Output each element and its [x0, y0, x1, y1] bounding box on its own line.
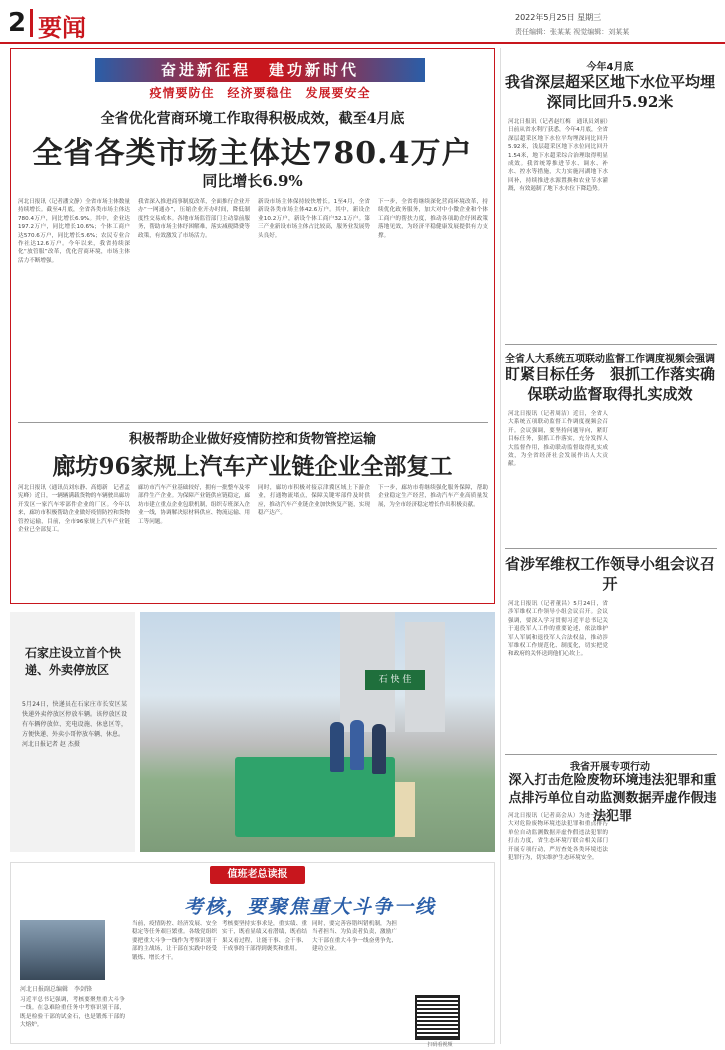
second-kicker: 积极帮助企业做好疫情防控和货物管控运输	[128, 432, 376, 447]
lead-column-3: 新设市场主体保持较快增长。1至4月，全省新设各类市场主体42.6万户。其中，新设企业10.2万户，新设个体工商户32.1万户。第三产业新设市场主体占比较高，服务业发展势头良好。	[258, 199, 370, 239]
slogan-text: 奋进新征程 建功新时代	[160, 61, 359, 79]
photo-person	[372, 724, 386, 774]
right2-kicker: 全省人大系统五项联动监督工作调度视频会强调	[505, 354, 715, 365]
photo-caption	[22, 700, 127, 840]
author-photo	[20, 920, 105, 980]
page-number-divider	[30, 9, 33, 37]
lead-divider	[18, 422, 488, 423]
slogan-subtext: 疫情要防住 经济要稳住 发展要安全	[149, 86, 371, 100]
second-column-3: 同时，廊坊市积极对接京津冀区域上下游企业，打通物流堵点，保障关键零部件及时供应，推动汽车产业链企业加快恢复产能，实现稳产达产。	[258, 485, 370, 517]
opinion-column-3: 考核要坚持实事求是，重实绩、重实干，既看显绩又看潜绩，既看结果又看过程，让能干事、会干事、干成事的干部得到褒奖和重用。	[222, 921, 307, 953]
right3-headline: 省涉军维权工作领导小组会议召开	[505, 555, 715, 593]
right2-headline: 盯紧目标任务 狠抓工作落实确保联动监督取得扎实成效	[505, 365, 715, 403]
second-column-1: 河北日报讯（通讯员刘东静、高德新 记者孟宪峰）近日，一辆辆满载货物的车辆驶出廊坊开发区一家汽车零部件企业的厂区。今年以来，廊坊市积极帮助企业做好疫情防控和货物管控运输，目前，全市96家规上汽车产业链企业已全部复工。	[18, 485, 130, 534]
right1-divider	[505, 344, 717, 345]
lead-column-2: 我省深入推进商事制度改革，全面推行企业开办“一网通办”，压缩企业开办时间，降低制度性交易成本。各地市场监管部门主动靠前服务，帮助市场主体纾困解难，落实减税降费等政策，有效激发了市场活力。	[138, 199, 250, 239]
right4-kicker: 我省开展专项行动	[570, 762, 650, 773]
right3-body-cont	[614, 600, 716, 750]
right2-body-cont	[614, 410, 716, 545]
right1-body-cont	[614, 118, 716, 340]
opinion-column-1: 习近平总书记强调，考核要聚焦重大斗争一线。在急难险重任务中考察识别干部，既是检验干部的试金石，也是锻炼干部的大熔炉。	[20, 997, 125, 1029]
right4-headline: 深入打击危险废物环境违法犯罪和重点排污单位自动监测数据弄虚作假违法犯罪	[508, 773, 717, 824]
right3-body: 河北日报讯（记者董昌）5月24日，省涉军维权工作领导小组会议召开。会议强调，要深入学习贯彻习近平总书记关于退役军人工作的重要论述，依法维护军人军属和退役军人合法权益，推动涉军维权工作规范化、制度化，切实把党和政府的关怀送到他们心坎上。	[508, 601, 608, 658]
photo-kiosk	[235, 757, 395, 837]
right-column-divider	[500, 48, 501, 1044]
masthead-rule	[0, 42, 725, 44]
photo-title: 石家庄设立首个快递、外卖停放区	[25, 646, 122, 677]
issue-date: 2022年5月25日 星期三	[515, 13, 602, 22]
qr-code-icon[interactable]	[415, 995, 460, 1040]
page-number: 2	[8, 8, 27, 38]
photo-caption-text: 5月24日，快递员在石家庄市长安区某快递外卖停放区停放车辆。该停放区设有车辆停放位、充电设施、休息区等，方便快递、外卖小哥停放车辆、休息。	[22, 701, 127, 738]
second-headline: 廊坊96家规上汽车产业链企业全部复工	[52, 453, 453, 480]
lead-column-1: 河北日报讯（记者潘文静）全省市场主体数量持续增长。截至4月底，全省各类市场主体达780.4万户，同比增长6.9%。其中，企业达197.2万户，同比增长10.6%；个体工商户达570.6万户，同比增长5.6%；农民专业合作社达12.6万户。今年以来，我省持续深化“放管服”改革，优化营商环境，市场主体活力不断增强。	[18, 199, 130, 264]
opinion-column-2: 当前，疫情防控、经济发展、安全稳定等任务艰巨繁重。各级党组织要把重大斗争一线作为考察识别干部的主战场，让干部在实践中经受锻炼、增长才干。	[132, 921, 217, 961]
right4-body-cont	[614, 812, 716, 1044]
photo-cabinet	[395, 782, 415, 837]
right4-body: 河北日报讯（记者高会从）为进一步加大对危险废物环境违法犯罪和重点排污单位自动监测数据弄虚作假违法犯罪的打击力度，省生态环境厅联合相关部门开展专项行动，严厉查处各类环境违法犯罪行为，切实维护生态环境安全。	[508, 813, 608, 862]
newspaper-logo	[612, 6, 722, 36]
photo-sign: 石 快 佳	[365, 670, 425, 690]
editor-line: 责任编辑：张某某 视觉编辑：刘某某	[515, 28, 630, 36]
opinion-headline: 考核，要聚焦重大斗争一线	[183, 896, 436, 918]
photo-credit: 河北日报记者 赵 杰摄	[22, 741, 80, 748]
news-photo	[140, 612, 495, 852]
lead-subhead: 同比增长6.9%	[202, 172, 303, 190]
right2-body: 河北日报讯（记者周洁）近日，全省人大系统五项联动监督工作调度视频会召开。会议强调，要坚持问题导向，紧盯目标任务，狠抓工作落实，充分发挥人大监督作用，推动联动监督取得扎实成效，为全省经济社会发展作出人大贡献。	[508, 411, 608, 468]
right1-kicker: 今年4月底	[586, 62, 634, 73]
lead-headline: 全省各类市场主体达780.4万户	[32, 136, 473, 171]
section-title: 要闻	[38, 14, 86, 42]
photo-person	[330, 722, 344, 772]
right1-headline: 我省深层超采区地下水位平均埋深同比回升5.92米	[505, 73, 715, 111]
lead-column-4: 下一步，全省将继续深化营商环境改革，持续优化政务服务，加大对中小微企业和个体工商户的帮扶力度，推动各项助企纾困政策落地见效，为经济平稳健康发展提供有力支撑。	[378, 199, 488, 239]
opinion-column-4: 同时，要完善容错纠错机制，为担当者担当、为负责者负责，激励广大干部在重大斗争一线奋勇争先、建功立业。	[312, 921, 397, 953]
second-column-4: 下一步，廊坊市将继续强化服务保障，帮助企业稳定生产经营，推动汽车产业高质量发展，为全市经济稳定增长作出积极贡献。	[378, 485, 488, 508]
opinion-badge: 值班老总读报	[210, 866, 305, 884]
photo-person	[350, 720, 364, 770]
right2-divider	[505, 548, 717, 549]
right1-body: 河北日报讯（记者赵红梅 通讯员刘丽）日前从省水利厅获悉，今年4月底，全省深层超采区地下水位平均埋深同比回升5.92米，浅层超采区地下水位同比回升1.54米，地下水超采综合治理取得明显成效。我省统筹推进节水、调水、补水、控水等措施，大力实施河湖地下水回补，持续推进水源置换和农业节水灌溉，有效遏制了地下水水位下降趋势。	[508, 119, 608, 193]
qr-caption: 扫码看视频	[427, 1042, 453, 1048]
author-caption: 河北日报副总编辑 李剑锋	[20, 986, 93, 993]
second-column-2: 廊坊市汽车产业基础较好，拥有一批整车及零部件生产企业。为保障产业链供应链稳定，廊坊市建立重点企业包联机制，组织专班深入企业一线，协调解决原材料供应、物流运输、用工等问题。	[138, 485, 250, 525]
lead-kicker: 全省优化营商环境工作取得积极成效，截至4月底	[100, 111, 405, 127]
right3-divider	[505, 754, 717, 755]
